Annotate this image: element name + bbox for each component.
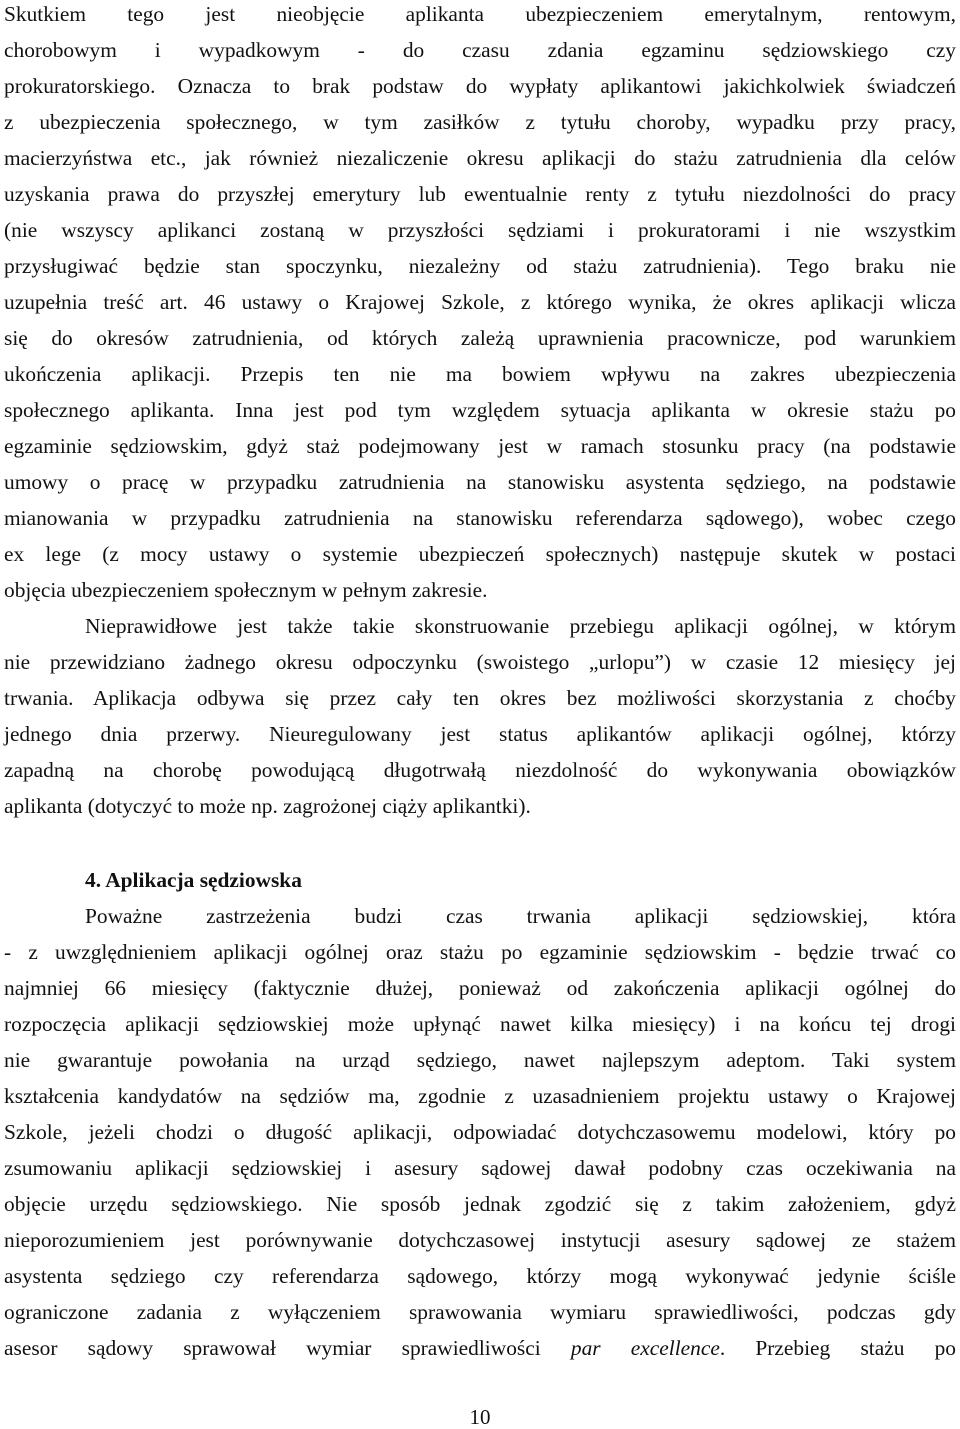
section-heading: 4. Aplikacja sędziowska: [85, 868, 302, 892]
text-line: Szkole, jeżeli chodzi o długość aplikacji, odpowiadać dotychczasowemu modelowi, który po: [4, 1120, 956, 1144]
text-line: Poważne zastrzeżenia budzi czas trwania aplikacji sędziowskiej, która: [85, 904, 956, 928]
text-line: prokuratorskiego. Oznacza to brak podstaw do wypłaty aplikantowi jakichkolwiek świadczeń: [4, 74, 956, 98]
text-line: Skutkiem tego jest nieobjęcie aplikanta ubezpieczeniem emerytalnym, rentowym,: [4, 2, 956, 26]
text-line: chorobowym i wypadkowym - do czasu zdania egzaminu sędziowskiego czy: [4, 38, 956, 62]
text-line: się do okresów zatrudnienia, od których zależą uprawnienia pracownicze, pod warunkiem: [4, 326, 956, 350]
text-line: [4, 1334, 956, 1362]
text-line: zsumowaniu aplikacji sędziowskiej i asesury sądowej dawał podobny czas oczekiwania na: [4, 1156, 956, 1180]
text-run: asesor sądowy sprawował wymiar sprawiedliwości: [4, 1336, 541, 1360]
text-line: - z uwzględnieniem aplikacji ogólnej oraz stażu po egzaminie sędziowskim - będzie trwać co: [4, 940, 956, 964]
italic-phrase: par excellence: [570, 1336, 720, 1360]
text-line: rozpoczęcia aplikacji sędziowskiej może upłynąć nawet kilka miesięcy) i na końcu tej drogi: [4, 1012, 956, 1036]
text-line: objęcie urzędu sędziowskiego. Nie sposób jednak zgodzić się z takim założeniem, gdyż: [4, 1192, 956, 1216]
text-line: umowy o pracę w przypadku zatrudnienia na stanowisku asystenta sędziego, na podstawie: [4, 470, 956, 494]
text-line: aplikanta (dotyczyć to może np. zagrożonej ciąży aplikantki).: [4, 794, 531, 818]
text-line: trwania. Aplikacja odbywa się przez cały ten okres bez możliwości skorzystania z choćby: [4, 686, 956, 710]
text-line: macierzyństwa etc., jak również niezaliczenie okresu aplikacji do stażu zatrudnienia dla celów: [4, 146, 956, 170]
text-line: zapadną na chorobę powodującą długotrwałą niezdolność do wykonywania obowiązków: [4, 758, 956, 782]
page-number: 10: [469, 1405, 491, 1429]
text-line: społecznego aplikanta. Inna jest pod tym względem sytuacja aplikanta w okresie stażu po: [4, 398, 956, 422]
text-line: z ubezpieczenia społecznego, w tym zasiłków z tytułu choroby, wypadku przy pracy,: [4, 110, 956, 134]
text-line: nie przewidziano żadnego okresu odpoczynku (swoistego „urlopu”) w czasie 12 miesięcy jej: [4, 650, 956, 674]
text-line: egzaminie sędziowskim, gdyż staż podejmowany jest w ramach stosunku pracy (na podstawie: [4, 434, 956, 458]
text-line: Nieprawidłowe jest także takie skonstruowanie przebiegu aplikacji ogólnej, w którym: [85, 614, 956, 638]
text-line: kształcenia kandydatów na sędziów ma, zgodnie z uzasadnieniem projektu ustawy o Krajowej: [4, 1084, 956, 1108]
text-line: ex lege (z mocy ustawy o systemie ubezpieczeń społecznych) następuje skutek w postaci: [4, 542, 956, 566]
text-line: uzyskania prawa do przyszłej emerytury lub ewentualnie renty z tytułu niezdolności do pracy: [4, 182, 956, 206]
text-line: przysługiwać będzie stan spoczynku, niezależny od stażu zatrudnienia). Tego braku nie: [4, 254, 956, 278]
text-line: ukończenia aplikacji. Przepis ten nie ma bowiem wpływu na zakres ubezpieczenia: [4, 362, 956, 386]
text-line: ograniczone zadania z wyłączeniem sprawowania wymiaru sprawiedliwości, podczas gdy: [4, 1300, 956, 1324]
text-line: najmniej 66 miesięcy (faktycznie dłużej, ponieważ od zakończenia aplikacji ogólnej do: [4, 976, 956, 1000]
text-line: (nie wszyscy aplikanci zostaną w przyszłości sędziami i prokuratorami i nie wszystkim: [4, 218, 956, 242]
text-line: nieporozumieniem jest porównywanie dotychczasowej instytucji asesury sądowej ze stażem: [4, 1228, 956, 1252]
text-line: mianowania w przypadku zatrudnienia na stanowisku referendarza sądowego), wobec czego: [4, 506, 956, 530]
text-line: objęcia ubezpieczeniem społecznym w pełnym zakresie.: [4, 578, 488, 602]
text-line: uzupełnia treść art. 46 ustawy o Krajowej Szkole, z którego wynika, że okres aplikacji wlicza: [4, 290, 956, 314]
text-line: nie gwarantuje powołania na urząd sędziego, nawet najlepszym adeptom. Taki system: [4, 1048, 956, 1072]
text-line: jednego dnia przerwy. Nieuregulowany jest status aplikantów aplikacji ogólnej, którzy: [4, 722, 956, 746]
text-line: asystenta sędziego czy referendarza sądowego, którzy mogą wykonywać jedynie ściśle: [4, 1264, 956, 1288]
text-run: . Przebieg stażu po: [719, 1336, 956, 1360]
